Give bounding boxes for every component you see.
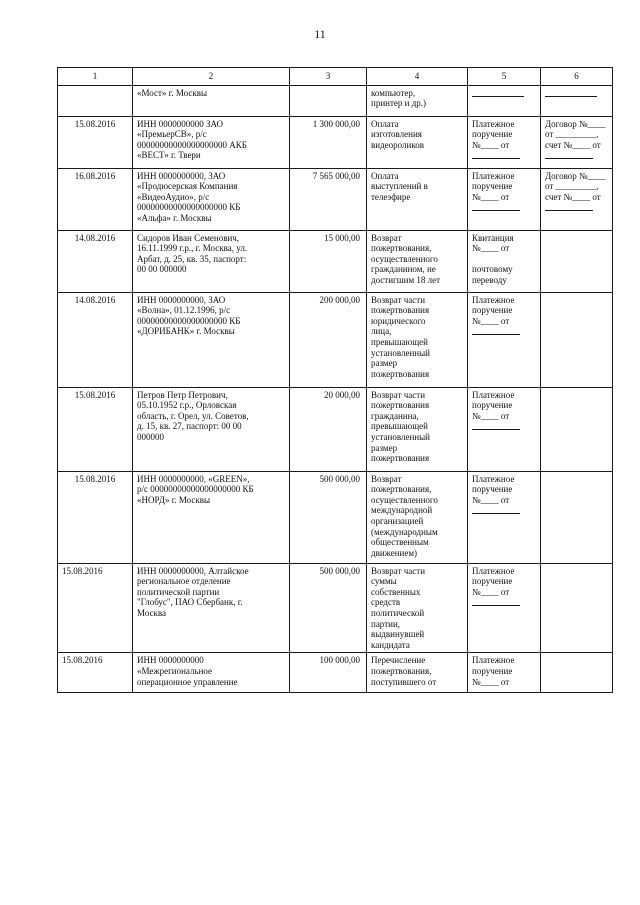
payer-text: «Мост» г. Москвы <box>137 87 208 98</box>
date-cell: 15.08.2016 <box>58 116 133 168</box>
amount-cell: 20 000,00 <box>290 387 367 471</box>
purpose-cell <box>367 230 468 292</box>
contract-cell <box>541 387 613 471</box>
doc-text: Платежное поручение №____ от <box>472 389 515 421</box>
date-cell: 14.08.2016 <box>58 230 133 292</box>
doc-text: Платежное поручение №____ от <box>472 473 515 505</box>
payer-text: ИНН 0000000000, «GREEN», р/с 00000000000000000000 КБ «НОРД» г. Москвы <box>137 473 254 505</box>
contract-cell <box>541 230 613 292</box>
table-row <box>58 230 613 292</box>
doc-text: Квитанция №____ от почтовому переводу <box>472 232 514 285</box>
column-header: 3 <box>290 68 367 86</box>
doc-text: Платежное поручение №____ от <box>472 565 515 597</box>
table-row <box>58 653 613 693</box>
blank-line <box>545 152 593 159</box>
purpose-cell <box>367 168 468 230</box>
amount-cell: 15 000,00 <box>290 230 367 292</box>
purpose-cell <box>367 387 468 471</box>
contract-cell <box>541 292 613 387</box>
payer-text: ИНН 0000000000 «Межрегиональное операционное управление <box>137 655 238 687</box>
doc-cell <box>468 116 541 168</box>
blank-line <box>472 599 520 606</box>
doc-cell <box>468 85 541 116</box>
doc-text: Платежное поручение №____ от <box>472 170 515 202</box>
purpose-text: Возврат части пожертвования юридического лица, превышающей установленный размер пожертвования <box>371 294 430 379</box>
doc-cell <box>468 563 541 653</box>
amount-cell <box>290 85 367 116</box>
date-cell: 15.08.2016 <box>58 471 133 563</box>
date-cell: 15.08.2016 <box>58 563 133 653</box>
doc-cell <box>468 387 541 471</box>
purpose-cell <box>367 116 468 168</box>
purpose-text: Перечисление пожертвования, поступившего от <box>371 655 437 687</box>
payer-cell <box>133 653 290 693</box>
doc-text: Платежное поручение №____ от <box>472 294 515 326</box>
contract-cell <box>541 168 613 230</box>
payer-cell <box>133 230 290 292</box>
payer-text: ИНН 0000000000 ЗАО «ПремьерСВ», р/с 00000000000000000000 АКБ «ВЕСТ» г. Твери <box>137 118 247 161</box>
purpose-text: Возврат пожертвования, осуществленного гражданином, не достигшим 18 лет <box>371 232 441 285</box>
table-row <box>58 292 613 387</box>
payer-cell <box>133 116 290 168</box>
column-header: 6 <box>541 68 613 86</box>
doc-cell <box>468 230 541 292</box>
doc-cell <box>468 168 541 230</box>
amount-cell: 200 000,00 <box>290 292 367 387</box>
payer-cell <box>133 292 290 387</box>
purpose-cell <box>367 563 468 653</box>
payer-cell <box>133 471 290 563</box>
purpose-cell <box>367 653 468 693</box>
doc-text: Платежное поручение №____ от <box>472 118 515 150</box>
amount-cell: 7 565 000,00 <box>290 168 367 230</box>
blank-line <box>545 90 597 97</box>
purpose-cell <box>367 471 468 563</box>
contract-cell <box>541 116 613 168</box>
payments-table <box>57 67 613 693</box>
amount-cell: 500 000,00 <box>290 563 367 653</box>
date-cell <box>58 85 133 116</box>
contract-text: Договор №____ от _________, счет №____ от <box>545 118 606 150</box>
column-header: 1 <box>58 68 133 86</box>
purpose-text: Возврат части суммы собственных средств политической партии, выдвинувшей кандидата <box>371 565 426 650</box>
date-cell: 15.08.2016 <box>58 387 133 471</box>
blank-line <box>472 90 524 97</box>
table-row <box>58 168 613 230</box>
date-cell: 15.08.2016 <box>58 653 133 693</box>
payer-cell <box>133 168 290 230</box>
contract-cell <box>541 563 613 653</box>
purpose-text: компьютер, принтер и др.) <box>371 87 427 109</box>
doc-cell <box>468 653 541 693</box>
payer-text: ИНН 0000000000, ЗАО «Продюсерская Компания «ВидеоАудио», р/с 00000000000000000000 КБ «Альфа» г. Москвы <box>137 170 241 223</box>
contract-text: Договор №____ от _________, счет №____ от <box>545 170 606 202</box>
column-header: 4 <box>367 68 468 86</box>
purpose-cell <box>367 85 468 116</box>
table-row <box>58 471 613 563</box>
doc-cell <box>468 471 541 563</box>
purpose-text: Оплата изготовления видеороликов <box>371 118 424 150</box>
payer-text: Петров Петр Петрович, 05.10.1952 г.р., Орловская область, г. Орел, ул. Советов, д. 15, кв. 27, паспорт: 00 00 000000 <box>137 389 249 442</box>
payer-cell <box>133 387 290 471</box>
blank-line <box>545 204 593 211</box>
header-row <box>58 68 613 86</box>
contract-cell <box>541 653 613 693</box>
payer-cell <box>133 563 290 653</box>
date-cell: 16.08.2016 <box>58 168 133 230</box>
amount-cell: 500 000,00 <box>290 471 367 563</box>
blank-line <box>472 507 520 514</box>
table-row <box>58 116 613 168</box>
blank-line <box>472 328 520 335</box>
column-header: 2 <box>133 68 290 86</box>
purpose-cell <box>367 292 468 387</box>
payer-text: ИНН 0000000000, Алтайское региональное отделение политической партии "Глобус", ПАО Сбербанк, г. Москва <box>137 565 249 618</box>
payer-text: Сидоров Иван Семенович, 16.11.1999 г.р., г. Москва, ул. Арбат, д. 25, кв. 35, паспорт: 00 00 000000 <box>137 232 248 275</box>
payer-text: ИНН 0000000000, ЗАО «Волна», 01.12.1996, р/с 00000000000000000000 КБ «ДОРИБАНК» г. Москвы <box>137 294 241 337</box>
doc-text: Платежное поручение №____ от <box>472 655 515 687</box>
blank-line <box>472 204 520 211</box>
table-row <box>58 563 613 653</box>
table-row <box>58 85 613 116</box>
contract-cell <box>541 471 613 563</box>
date-cell: 14.08.2016 <box>58 292 133 387</box>
payer-cell <box>133 85 290 116</box>
doc-cell <box>468 292 541 387</box>
amount-cell: 100 000,00 <box>290 653 367 693</box>
page-number: 11 <box>314 27 326 41</box>
column-header: 5 <box>468 68 541 86</box>
purpose-text: Оплата выступлений в телеэфире <box>371 170 428 202</box>
blank-line <box>472 423 520 430</box>
contract-cell <box>541 85 613 116</box>
purpose-text: Возврат пожертвования, осуществленного международной организацией (международным общественным движением) <box>371 473 438 558</box>
blank-line <box>472 152 520 159</box>
table-row <box>58 387 613 471</box>
amount-cell: 1 300 000,00 <box>290 116 367 168</box>
purpose-text: Возврат части пожертвования гражданина, превышающей установленный размер пожертвования <box>371 389 430 464</box>
